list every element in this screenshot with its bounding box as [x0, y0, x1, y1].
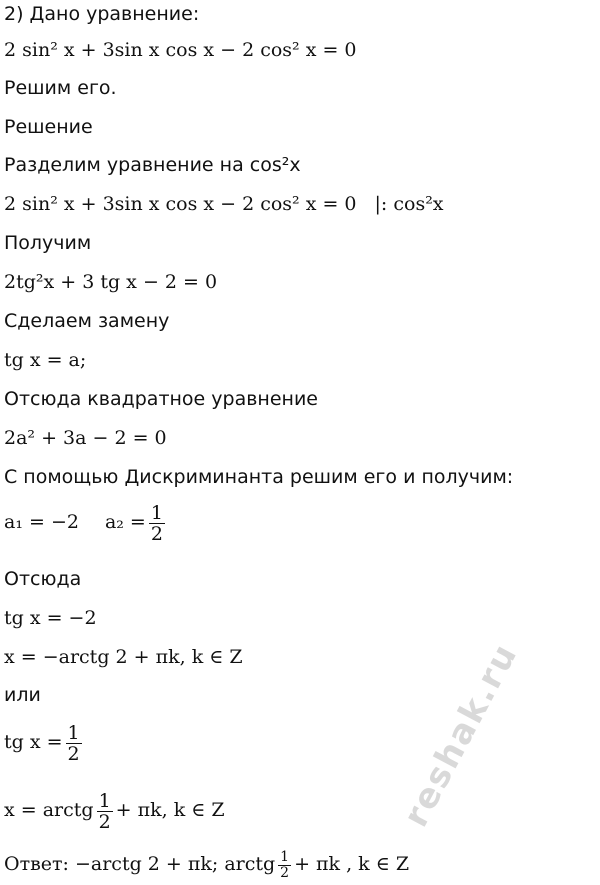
root-2-denominator: 2: [150, 522, 163, 545]
task-heading: 2) Дано уравнение:: [4, 3, 200, 25]
watermark: reshak.ru: [395, 636, 526, 834]
answer-numerator: 1: [280, 848, 290, 865]
root-2-numerator: 1: [150, 501, 163, 524]
obtain-text: Получим: [4, 232, 92, 254]
case-2-denominator: 2: [67, 742, 80, 765]
hence-text: Отсюда: [4, 568, 82, 590]
divided-equation-main: 2 sin² x + 3sin x cos x − 2 cos² x = 0: [4, 193, 357, 215]
quadratic-text: Отсюда квадратное уравнение: [4, 388, 319, 410]
root-1: a₁ = −2: [4, 511, 79, 533]
case-2-solution-rhs: + πk, k ∈ Z: [115, 799, 225, 821]
answer-fraction: [278, 850, 291, 881]
case-2-solution-lhs: x = arctg: [4, 799, 94, 821]
answer-lhs: Ответ: −arctg 2 + πk; arctg: [4, 853, 276, 875]
tangent-equation: 2tg²x + 3 tg x − 2 = 0: [4, 271, 218, 293]
case-2-fraction: [66, 723, 82, 764]
divide-text: Разделим уравнение на cos²x: [4, 154, 301, 176]
root-2-fraction: [149, 503, 165, 544]
case-2-numerator: 1: [67, 721, 80, 744]
divided-equation: [4, 192, 444, 216]
roots: [4, 500, 168, 544]
case-1-solution: x = −arctg 2 + πk, k ∈ Z: [4, 646, 243, 668]
case-2-lhs: tg x =: [4, 731, 63, 753]
case-1-equation: tg x = −2: [4, 607, 97, 629]
discriminant-text: С помощью Дискриминанта решим его и получим:: [4, 466, 514, 488]
root-2-lhs: a₂ =: [104, 511, 146, 533]
solution-label: Решение: [4, 116, 93, 138]
given-equation: 2 sin² x + 3sin x cos x − 2 cos² x = 0: [4, 39, 357, 61]
substitution: tg x = a;: [4, 349, 87, 371]
or-text: или: [4, 684, 41, 706]
case-2-solution-numerator: 1: [98, 789, 111, 812]
divisor: |: cos²x: [374, 193, 444, 215]
case-2-equation: [4, 720, 85, 764]
substitution-text: Сделаем замену: [4, 310, 170, 332]
case-2-solution: [4, 788, 225, 832]
quadratic-equation: 2a² + 3a − 2 = 0: [4, 427, 167, 449]
case-2-solution-fraction: [97, 791, 113, 832]
answer: [4, 846, 409, 882]
solve-it-text: Решим его.: [4, 77, 117, 99]
answer-denominator: 2: [280, 864, 290, 881]
answer-rhs: + πk , k ∈ Z: [294, 853, 410, 875]
case-2-solution-denominator: 2: [98, 810, 111, 833]
